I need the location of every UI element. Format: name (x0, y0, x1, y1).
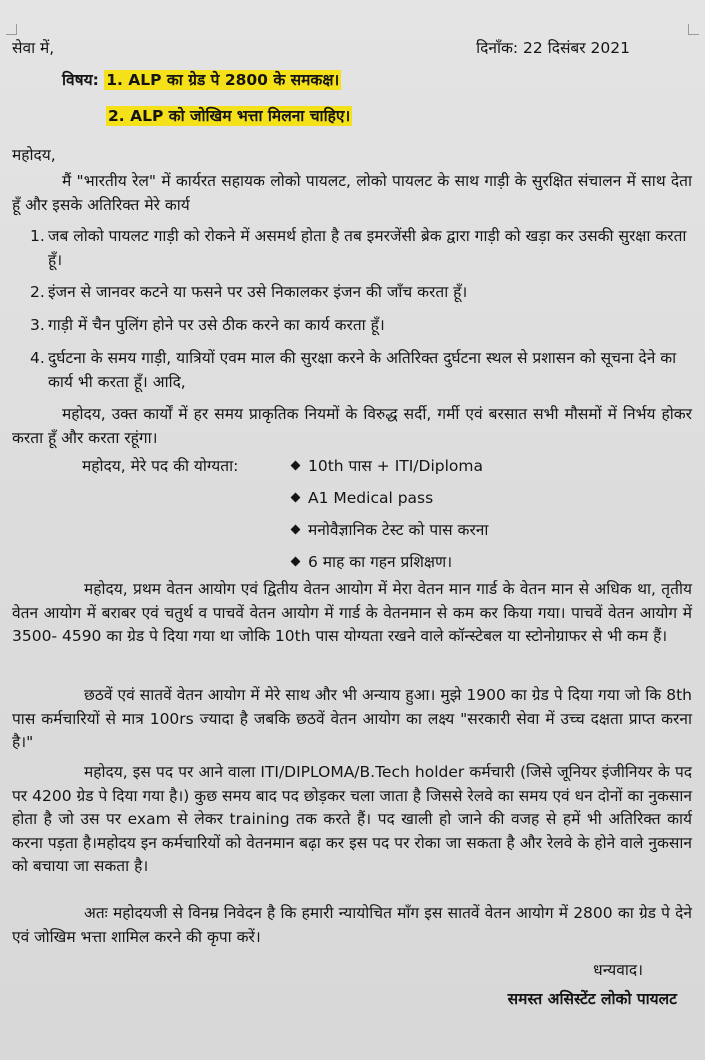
qualification-label: महोदय, मेरे पद की योग्यता: (82, 457, 239, 475)
duty-item: इंजन से जानवर कटने या फसने पर उसे निकालकर इंजन की जाँच करता हूँ। (48, 283, 468, 301)
subject-line-2 (106, 104, 352, 126)
weather-paragraph: महोदय, उक्त कार्यों में हर समय प्राकृतिक नियमों के विरुद्ध सर्दी, गर्मी एवं बरसात सभी मौसमों में निर्भय होकर करता हूँ और करता रहूंगा। (12, 405, 692, 447)
pay-commission-paragraph: महोदय, प्रथम वेतन आयोग एवं द्वितीय वेतन आयोग में मेरा वेतन मान गार्ड के वेतन मान से अधिक था, तृतीय वेतन आयोग में बराबर एवं चतुर्थ व पाचवें वेतन आयोग में गार्ड के वेतनमान से कम कर किया गया। पाचवें वेतन आयोग में 3500- 4590 का ग्रेड पे दिया गया था जोकि 10th पास योग्यता रखने वाले कॉन्स्टेबल या स्टोनोग्राफर से भी कम हैं। (12, 580, 692, 645)
duty-number: 2. (30, 283, 45, 301)
attrition-paragraph: महोदय, इस पद पर आने वाला ITI/DIPLOMA/B.Tech holder कर्मचारी (जिसे जूनियर इंजीनियर के पद पर 4200 ग्रेड पे दिया गया है।) कुछ समय बाद पद छोड़कर चला जाता है जिससे रेलवे का समय एवं धन दोनों का नुकसान होता है जो उस पर exam से लेकर training तक करते हैं। पद खाली हो जाने की वजह से हमें भी अतिरिक्त कार्य करना पड़ता है।महोदय इन कर्मचारियों को वेतनमान बढ़ा कर इस पद पर रोका जा सकता है और रेलवे के होने वाले नुकसान को बचाया जा सकता है। (12, 763, 692, 875)
thanks: धन्यवाद। (593, 961, 643, 979)
margin-corner-mark (6, 24, 17, 35)
subject-label: विषय: (62, 71, 99, 89)
duty-item: गाड़ी में चैन पुलिंग होने पर उसे ठीक करने का कार्य करता हूँ। (48, 316, 385, 334)
diamond-bullet-icon (291, 557, 301, 567)
subject-item-2: 2. ALP को जोखिम भत्ता मिलना चाहिए। (108, 107, 351, 125)
duty-number: 3. (30, 316, 45, 334)
subject-line-1 (62, 68, 341, 90)
qualification-item: 6 माह का गहन प्रशिक्षण। (292, 550, 452, 574)
greeting: महोदय, (12, 146, 56, 164)
salutation: सेवा में, (12, 39, 55, 57)
margin-corner-mark (688, 24, 699, 35)
intro-paragraph: मैं "भारतीय रेल" में कार्यरत सहायक लोको पायलट, लोको पायलट के साथ गाड़ी के सुरक्षित संचालन में साथ देता हूँ और इसके अतिरिक्त मेरे कार्य (12, 172, 692, 214)
sixth-seventh-paragraph: छठवें एवं सातवें वेतन आयोग में मेरे साथ और भी अन्याय हुआ। मुझे 1900 का ग्रेड पे दिया गया जो कि 8th पास कर्मचारियों से मात्र 100rs ज्यादा है जबकि छठवें वेतन आयोग का लक्ष्य "सरकारी सेवा में उच्च दक्षता प्राप्त करना है।" (12, 686, 692, 751)
duty-item: दुर्घटना के समय गाड़ी, यात्रियों एवम माल की सुरक्षा करने के अतिरिक्त दुर्घटना स्थल से प्रशासन को सूचना देने का कार्य भी करता हूँ। आदि, (48, 349, 677, 391)
qualification-item: A1 Medical pass (292, 486, 433, 510)
duty-number: 4. (30, 349, 45, 367)
letter-date: दिनाँक: 22 दिसंबर 2021 (476, 39, 630, 57)
signature: समस्त असिस्टेंट लोको पायलट (507, 990, 677, 1008)
diamond-bullet-icon (291, 493, 301, 503)
qualification-item: 10th पास + ITI/Diploma (292, 454, 483, 478)
subject-item-1: 1. ALP का ग्रेड पे 2800 के समकक्ष। (106, 71, 340, 89)
duty-number: 1. (30, 227, 45, 245)
request-paragraph: अतः महोदयजी से विनम्र निवेदन है कि हमारी न्यायोचित माँग इस सातवें वेतन आयोग में 2800 का ग्रेड पे देने एवं जोखिम भत्ता शामिल करने की कृपा करें। (12, 904, 692, 946)
diamond-bullet-icon (291, 525, 301, 535)
qualification-item: मनोवैज्ञानिक टेस्ट को पास करना (292, 518, 488, 542)
diamond-bullet-icon (291, 461, 301, 471)
duty-item: जब लोको पायलट गाड़ी को रोकने में असमर्थ होता है तब इमरजेंसी ब्रेक द्वारा गाड़ी को खड़ा कर उसकी सुरक्षा करता हूँ। (48, 227, 687, 269)
